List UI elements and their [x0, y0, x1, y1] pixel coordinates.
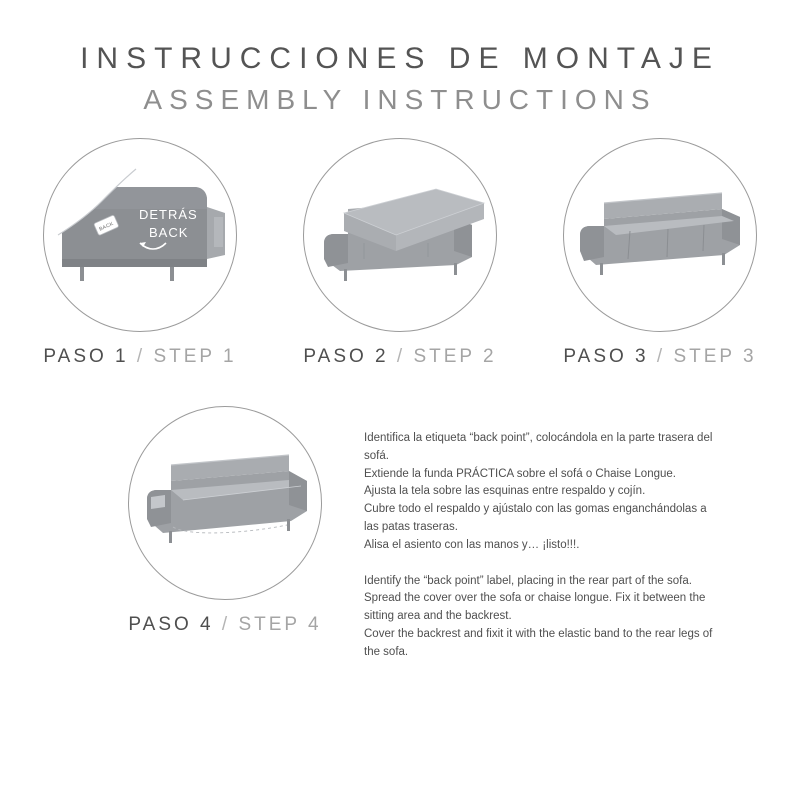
steps-row: [0, 138, 800, 368]
step-3-caption: [563, 346, 756, 368]
sofa-back-diagram: [44, 139, 236, 331]
step-2-illustration: [303, 138, 497, 332]
step-2-caption: [303, 346, 496, 368]
page-title-es: INSTRUCCIONES DE MONTAJE: [80, 42, 720, 75]
step-2-label-en: STEP 2: [413, 345, 497, 367]
instruction-en-2: Spread the cover over the sofa or chaise longue. Fix it between the sitting area and the backrest.: [364, 592, 706, 623]
step-4-label-es: PASO 4: [128, 613, 214, 635]
page-header: [0, 0, 800, 118]
step-3-label-es: PASO 3: [563, 345, 649, 367]
step-4-illustration: [128, 406, 322, 600]
step-1-illustration: [43, 138, 237, 332]
step-1-label-es: PASO 1: [43, 345, 129, 367]
instruction-en-1: Identify the “back point” label, placing in the rear part of the sofa.: [364, 574, 692, 587]
sofa-finished-diagram: [129, 407, 321, 599]
lower-section: [0, 406, 800, 662]
step-1-caption: [43, 346, 236, 368]
step-3-illustration: [563, 138, 757, 332]
step-1-separator: /: [136, 345, 146, 367]
step-1-label-en: STEP 1: [153, 345, 237, 367]
instruction-es-1: Identifica la etiqueta “back point”, colocándola en la parte trasera del sofá.: [364, 431, 713, 462]
step-3: [539, 138, 781, 368]
back-label-es: DETRÁS: [139, 206, 198, 222]
sofa-tuck-corners-diagram: [564, 139, 756, 331]
step-3-separator: /: [656, 345, 666, 367]
step-4: [104, 406, 346, 662]
step-2: [279, 138, 521, 368]
instructions-es: [364, 430, 724, 555]
step-4-label-en: STEP 4: [238, 613, 322, 635]
step-4-caption: [128, 614, 321, 636]
sofa-spread-cover-diagram: [304, 139, 496, 331]
instructions-en: [364, 573, 724, 662]
step-2-label-es: PASO 2: [303, 345, 389, 367]
instruction-en-3: Cover the backrest and fixit it with the elastic band to the rear legs of the sofa.: [364, 628, 713, 658]
step-2-separator: /: [396, 345, 406, 367]
back-label-en: BACK: [149, 224, 189, 240]
instruction-es-3: Ajusta la tela sobre las esquinas entre respaldo y cojín.: [364, 485, 646, 498]
step-3-label-en: STEP 3: [673, 345, 757, 367]
page-title-en: ASSEMBLY INSTRUCTIONS: [143, 83, 657, 115]
step-4-separator: /: [221, 613, 231, 635]
step-1: [19, 138, 261, 368]
instruction-es-4: Cubre todo el respaldo y ajústalo con las gomas enganchándolas a las patas traseras.: [364, 503, 707, 533]
instruction-es-5: Alisa el asiento con las manos y… ¡listo!!!.: [364, 538, 580, 551]
instructions-text: [364, 406, 724, 662]
back-tag-text: BACK: [98, 220, 115, 233]
instruction-es-2: Extiende la funda PRÁCTICA sobre el sofá o Chaise Longue.: [364, 467, 676, 480]
